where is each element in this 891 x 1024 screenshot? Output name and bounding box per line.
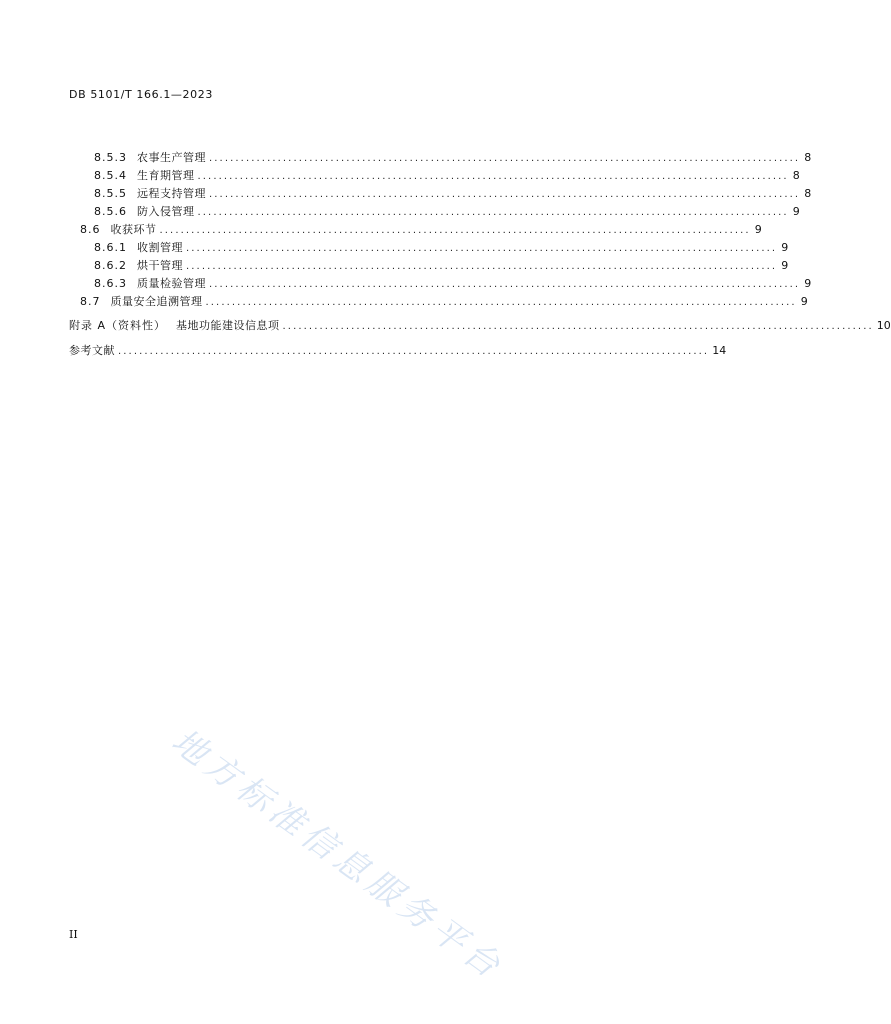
- toc-entry-title: 生育期管理: [137, 169, 195, 182]
- toc-entry[interactable]: [94, 239, 789, 255]
- toc-entry-page: 10: [876, 318, 891, 332]
- toc-entry-title: 远程支持管理: [137, 187, 206, 200]
- toc-entry-title: 参考文献: [69, 344, 115, 357]
- toc-entry-title: 基地功能建设信息项: [176, 319, 280, 332]
- toc-leader-dots: ................................................................................................................: [209, 278, 801, 290]
- watermark: 地方标准信息服务平台: [164, 721, 512, 989]
- toc-leader-dots: ................................................................................................................: [186, 260, 778, 272]
- toc-entry-page: 9: [754, 222, 762, 236]
- page-number: II: [69, 928, 78, 941]
- toc-entry-number: 附录 A（资料性）: [69, 319, 167, 332]
- toc-entry[interactable]: [94, 275, 812, 291]
- toc-entry-number: 8.6: [80, 222, 101, 236]
- toc-leader-dots: ................................................................................................................: [197, 170, 789, 182]
- toc-entry[interactable]: [94, 185, 812, 201]
- toc-entry-page: 9: [800, 294, 808, 308]
- toc-entry-number: 8.5.5: [94, 186, 127, 200]
- toc-entry-references[interactable]: [69, 342, 727, 358]
- toc-entry[interactable]: [80, 221, 762, 237]
- toc-leader-dots: ................................................................................................................: [205, 296, 797, 308]
- toc-entry[interactable]: [94, 167, 800, 183]
- toc-entry-title: 质量检验管理: [137, 277, 206, 290]
- toc-entry[interactable]: [94, 257, 789, 273]
- toc-leader-dots: ................................................................................................................: [282, 320, 874, 332]
- toc-leader-dots: ................................................................................................................: [197, 206, 789, 218]
- toc-entry-page: 14: [712, 343, 727, 357]
- toc-entry-title: 烘干管理: [137, 259, 183, 272]
- toc-entry-number: 8.5.6: [94, 204, 127, 218]
- document-id-header: DB 5101/T 166.1—2023: [69, 88, 213, 101]
- toc-entry-title: 农事生产管理: [137, 151, 206, 164]
- toc-entry-page: 8: [792, 168, 800, 182]
- toc-entry[interactable]: [94, 149, 812, 165]
- toc-entry-appendix[interactable]: [69, 317, 891, 333]
- toc-entry-title: 收割管理: [137, 241, 183, 254]
- toc-entry-number: 8.5.3: [94, 150, 127, 164]
- toc-entry-page: 8: [804, 186, 812, 200]
- toc-entry-number: 8.6.3: [94, 276, 127, 290]
- toc-entry-page: 9: [804, 276, 812, 290]
- toc-entry-number: 8.5.4: [94, 168, 127, 182]
- toc-entry-number: 8.6.2: [94, 258, 127, 272]
- toc-leader-dots: ................................................................................................................: [118, 345, 710, 357]
- toc-entry-title: 收获环节: [110, 223, 157, 236]
- toc-entry-page: 9: [781, 240, 789, 254]
- toc-entry-page: 8: [804, 150, 812, 164]
- toc-entry-page: 9: [792, 204, 800, 218]
- toc-entry-title: 防入侵管理: [137, 205, 195, 218]
- toc-entry-number: 8.6.1: [94, 240, 127, 254]
- toc-leader-dots: ................................................................................................................: [209, 152, 801, 164]
- toc-leader-dots: ................................................................................................................: [209, 188, 801, 200]
- toc-entry[interactable]: [80, 293, 808, 309]
- toc-leader-dots: ................................................................................................................: [186, 242, 778, 254]
- toc-leader-dots: ................................................................................................................: [159, 224, 751, 236]
- toc-entry-number: 8.7: [80, 294, 101, 308]
- toc-entry[interactable]: [94, 203, 800, 219]
- toc-entry-title: 质量安全追溯管理: [110, 295, 203, 308]
- toc-entry-page: 9: [781, 258, 789, 272]
